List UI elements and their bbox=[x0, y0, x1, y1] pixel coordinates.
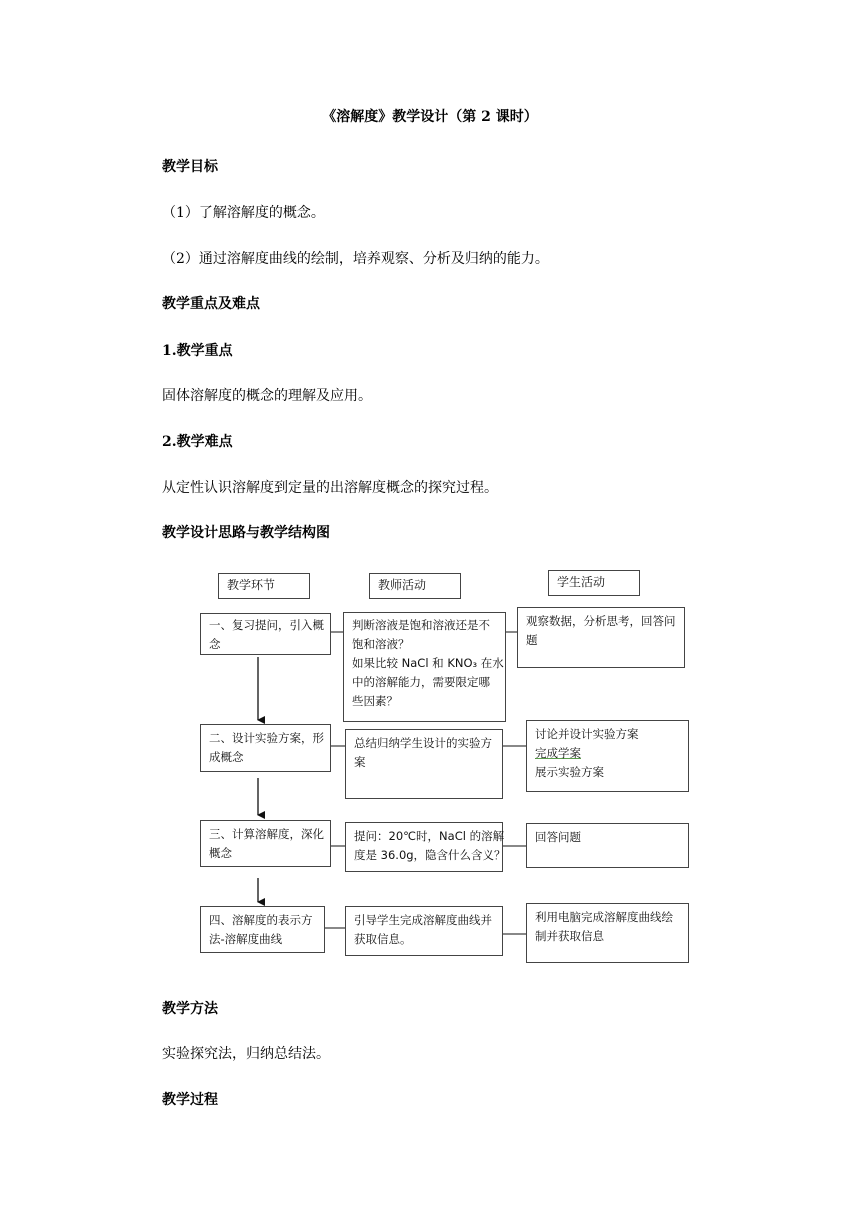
key-points-heading: 教学重点及难点 bbox=[162, 296, 260, 312]
student-1-line-1: 观察数据，分析思考，回答问 bbox=[526, 614, 676, 628]
teacher-1-line-4: 中的溶解能力，需要限定哪 bbox=[352, 675, 490, 689]
teacher-2-line-2: 案 bbox=[354, 755, 366, 769]
stage-1-line-2: 念 bbox=[209, 637, 221, 651]
stage-3-line-2: 概念 bbox=[209, 846, 232, 860]
student-2-line-2: 完成学案 bbox=[535, 746, 581, 760]
header-stage: 教学环节 bbox=[218, 573, 310, 599]
method-text: 实验探究法，归纳总结法。 bbox=[162, 1046, 330, 1062]
goal-2: （2）通过溶解度曲线的绘制，培养观察、分析及归纳的能力。 bbox=[162, 251, 549, 267]
student-2-line-1: 讨论并设计实验方案 bbox=[535, 727, 639, 741]
stage-4-line-2: 法-溶解度曲线 bbox=[209, 932, 283, 946]
key-point-subheading: 1.教学重点 bbox=[162, 343, 233, 359]
teacher-3-line-2: 度是 36.0g，隐含什么含义？ bbox=[354, 848, 506, 862]
student-4-line-1: 利用电脑完成溶解度曲线绘 bbox=[535, 910, 673, 924]
teacher-2-line-1: 总结归纳学生设计的实验方 bbox=[354, 736, 492, 750]
teacher-4-line-2: 获取信息。 bbox=[354, 932, 412, 946]
student-1-line-2: 题 bbox=[526, 633, 538, 647]
stage-2-line-1: 二、设计实验方案，形 bbox=[209, 731, 324, 745]
design-heading: 教学设计思路与教学结构图 bbox=[162, 525, 330, 541]
teacher-1-line-5: 些因素？ bbox=[352, 694, 398, 708]
key-point-text: 固体溶解度的概念的理解及应用。 bbox=[162, 388, 372, 404]
teacher-4-line-1: 引导学生完成溶解度曲线并 bbox=[354, 913, 492, 927]
student-3-line-1: 回答问题 bbox=[535, 830, 581, 844]
goals-heading: 教学目标 bbox=[162, 159, 218, 175]
teacher-1-line-3: 如果比较 NaCl 和 KNO₃ 在水 bbox=[352, 656, 504, 670]
goal-1: （1）了解溶解度的概念。 bbox=[162, 205, 325, 221]
stage-1-line-1: 一、复习提问，引入概 bbox=[209, 618, 324, 632]
document-title: 《溶解度》教学设计（第 2 课时） bbox=[322, 109, 538, 125]
difficulty-text: 从定性认识溶解度到定量的出溶解度概念的探究过程。 bbox=[162, 480, 498, 496]
stage-2-line-2: 成概念 bbox=[209, 750, 244, 764]
header-teacher: 教师活动 bbox=[369, 573, 461, 599]
student-4-line-2: 制并获取信息 bbox=[535, 929, 604, 943]
process-heading: 教学过程 bbox=[162, 1092, 218, 1108]
method-heading: 教学方法 bbox=[162, 1001, 218, 1017]
stage-4-line-1: 四、溶解度的表示方 bbox=[209, 913, 313, 927]
teacher-3-line-1: 提问：20℃时，NaCl 的溶解 bbox=[354, 829, 505, 843]
teacher-1-line-2: 饱和溶液？ bbox=[352, 637, 410, 651]
header-student: 学生活动 bbox=[548, 570, 640, 596]
stage-3-line-1: 三、计算溶解度，深化 bbox=[209, 827, 324, 841]
teacher-1-line-1: 判断溶液是饱和溶液还是不 bbox=[352, 618, 490, 632]
difficulty-subheading: 2.教学难点 bbox=[162, 434, 233, 450]
student-2-line-3: 展示实验方案 bbox=[535, 765, 604, 779]
